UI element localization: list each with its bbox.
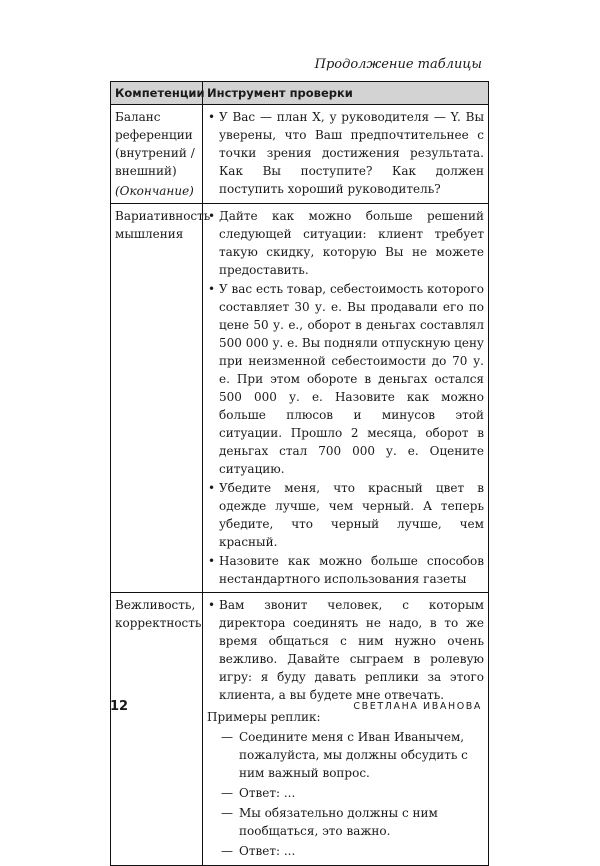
examples-title: Примеры реплик: (207, 710, 321, 724)
example-line: — Ответ: ... (207, 784, 484, 802)
competence-cell (111, 105, 203, 204)
bullet-list (207, 207, 484, 588)
competence-table (110, 81, 489, 866)
competence-cell (111, 593, 203, 866)
example-line: — Ответ: ... (207, 842, 484, 860)
example-line: — Мы обязательно должны с ним пообщаться, это важно. (207, 804, 484, 840)
competence-cell (111, 204, 211, 593)
page-number: 12 (110, 699, 129, 714)
table-header-row (111, 82, 489, 105)
examples-list (207, 728, 484, 860)
tool-cell (203, 105, 489, 204)
column-header-tool: Инструмент проверки (203, 82, 489, 105)
continuation-caption: Продолжение таблицы (314, 57, 482, 72)
bullet-item: • У Вас — план X, у руководителя — Y. Вы уверены, что Ваш предпочтительнее с точки зрения достижения результата. Как Вы поступите? Как должен поступить хороший руководитель? (207, 108, 484, 198)
bullet-item: • Вам звонит человек, с которым директора соединять не надо, в то же время общаться с ним нужно очень вежливо. Давайте сыграем в ролевую игру: я буду давать реплики за этого клиента, а вы будете мне отвечать. (207, 596, 484, 704)
competence-name: Баланс референции (внутрений / внешний) (115, 110, 195, 178)
bullet-item: • У вас есть товар, себестоимость которого составляет 30 у. е. Вы продавали его по цене 50 у. е., оборот в деньгах составлял 500 000 у. е. Вы подняли отпускную цену при неизменной себестоимости до 70 у. е. При этом обороте в деньгах остался 500 000 у. е. Назовите как можно больше плюсов и минусов этой ситуации. Прошло 2 месяца, оборот в деньгах стал 700 000 у. е. Оцените ситуацию. (207, 280, 484, 478)
example-line: — Соедините меня с Иван Иванычем, пожалуйста, мы должны обсудить с ним важный вопрос. (207, 728, 484, 782)
table-row (111, 204, 489, 593)
bullet-list (207, 596, 484, 704)
author-name: СВЕТЛАНА ИВАНОВА (353, 701, 482, 712)
tool-cell (203, 204, 489, 593)
competence-note: (Окончание) (115, 184, 194, 198)
competence-name: Вежливость, корректность (115, 598, 202, 630)
bullet-item: • Назовите как можно больше способов нестандартного использования газеты (207, 552, 484, 588)
table-row (111, 593, 489, 866)
table-row (111, 105, 489, 204)
bullet-item: • Убедите меня, что красный цвет в одежде лучше, чем черный. А теперь убедите, что черный лучше, чем красный. (207, 479, 484, 551)
bullet-item: • Дайте как можно больше решений следующей ситуации: клиент требует такую скидку, которую Вы не можете предоставить. (207, 207, 484, 279)
tool-cell (203, 593, 489, 866)
competence-name: Вариативность мышления (115, 209, 211, 241)
column-header-competence: Компетенции (111, 82, 203, 105)
bullet-list (207, 108, 484, 198)
